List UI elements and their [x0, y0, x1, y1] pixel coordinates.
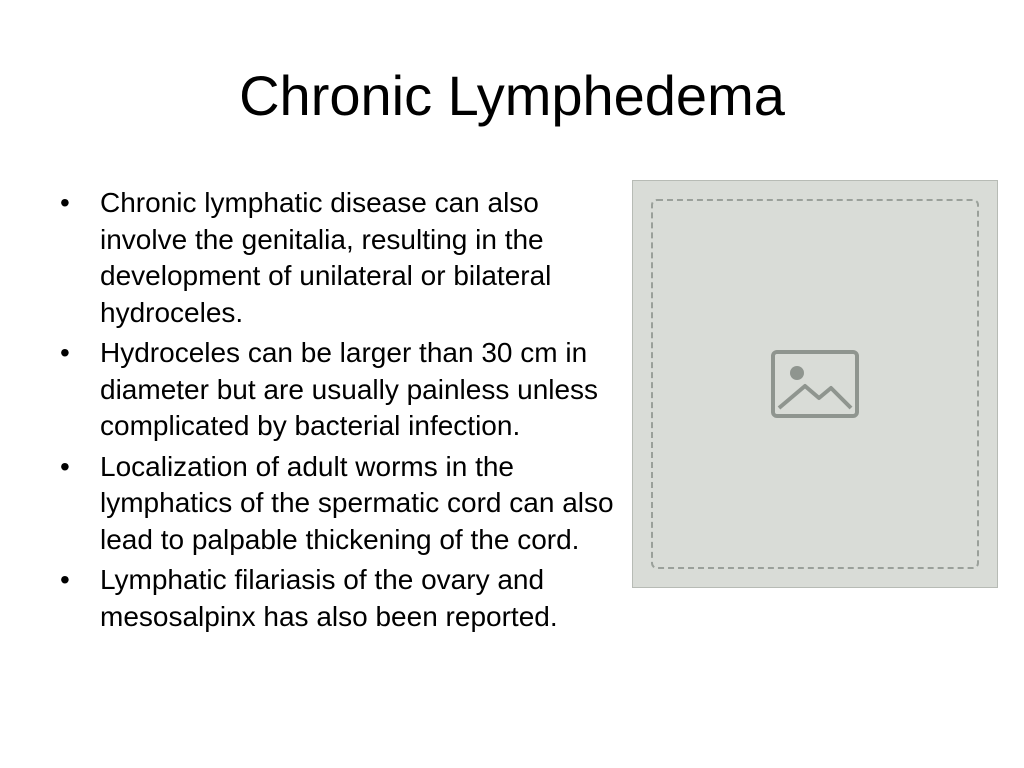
bullet-item [60, 335, 625, 445]
bullet-marker: • [60, 337, 70, 368]
slide-title: Chronic Lymphedema [239, 64, 785, 127]
bullet-marker: • [60, 187, 70, 218]
photo-frame [651, 199, 979, 569]
bullet-list [60, 185, 625, 639]
bullet-marker: • [60, 450, 70, 482]
bullet-text: Chronic lymphatic disease can also involve the genitalia, resulting in the development of unilateral or bilateral hydroceles. [100, 187, 552, 328]
bullet-text: Hydroceles can be larger than 30 cm in diameter but are usually painless unless complicated by bacterial infection. [100, 337, 599, 441]
bullet-item [60, 562, 625, 635]
bullet-item [60, 185, 625, 331]
bullet-text: Localization of adult worms in the lymphatics of the spermatic cord can also lead to palpable thickening of the cord. [100, 450, 614, 555]
bullet-marker: • [60, 564, 70, 595]
clinical-photo-placeholder [632, 180, 998, 588]
bullet-text: Lymphatic filariasis of the ovary and mesosalpinx has also been reported. [100, 564, 558, 632]
image-placeholder-icon [769, 348, 861, 420]
bullet-item [60, 449, 625, 559]
